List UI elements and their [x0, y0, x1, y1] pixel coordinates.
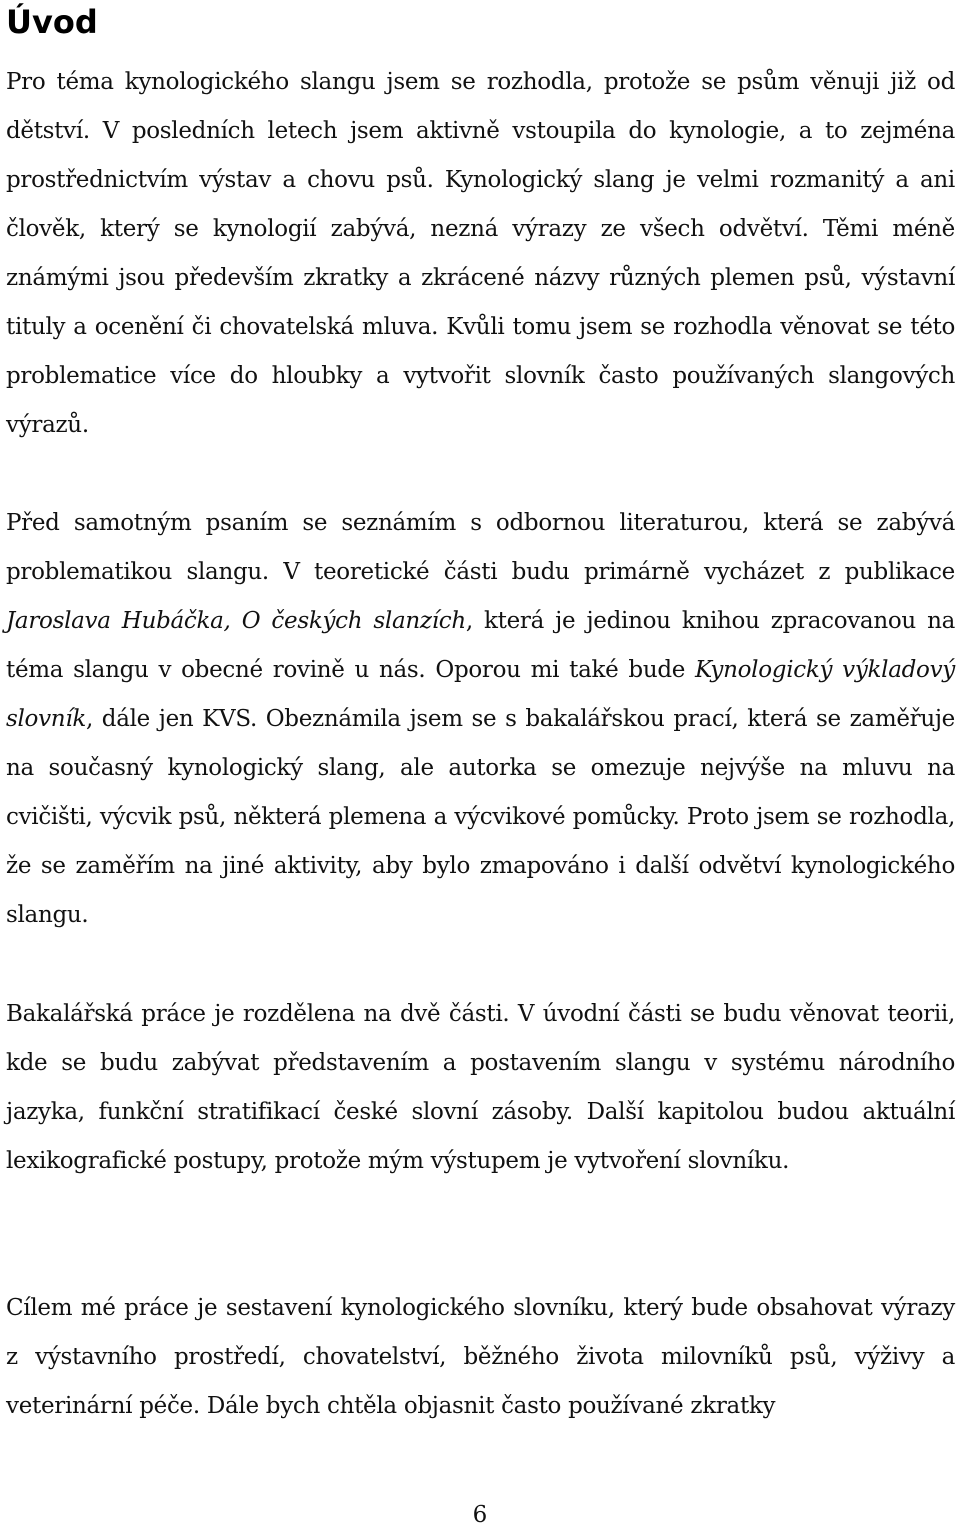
paragraph-4: Cílem mé práce je sestavení kynologického slovníku, který bude obsahovat výrazy z výstavního prostředí, chovatelství, běžného života milovníků psů, výživy a veterinární péče. Dále bych chtěla objasnit často používané zkratky	[6, 1295, 955, 1419]
paragraph-2-text-2: , která je jedinou knihou zpracovanou na téma slangu v obecné rovině u nás. Oporou mi také bude	[6, 608, 955, 683]
citation-hubacek: Jaroslava Hubáčka, O českých slanzích	[6, 608, 466, 634]
citation-kvs: Kynologický výkladový slovník	[6, 657, 955, 732]
paragraph-3: Bakalářská práce je rozdělena na dvě části. V úvodní části se budu věnovat teorii, kde se budu zabývat představením a postavením slangu v systému národního jazyka, funkční stratifikací české slovní zásoby. Další kapitolou budou aktuální lexikografické postupy, protože mým výstupem je vytvoření slovníku.	[6, 1001, 955, 1174]
page-number: 6	[472, 1502, 488, 1528]
section-heading: Úvod	[6, 3, 98, 41]
paragraph-2-text-3: , dále jen KVS. Obeznámila jsem se s bakalářskou prací, která se zaměřuje na současný kynologický slang, ale autorka se omezuje nejvýše na mluvu na cvičišti, výcvik psů, některá plemena a výcvikové pomůcky. Proto jsem se rozhodla, že se zaměřím na jiné aktivity, aby bylo zmapováno i další odvětví kynologického slangu.	[6, 706, 955, 928]
paragraph-1: Pro téma kynologického slangu jsem se rozhodla, protože se psům věnuji již od dětství. V posledních letech jsem aktivně vstoupila do kynologie, a to zejména prostřednictvím výstav a chovu psů. Kynologický slang je velmi rozmanitý a ani člověk, který se kynologií zabývá, nezná výrazy ze všech odvětví. Těmi méně známými jsou především zkratky a zkrácené názvy různých plemen psů, výstavní tituly a ocenění či chovatelská mluva. Kvůli tomu jsem se rozhodla věnovat se této problematice více do hloubky a vytvořit slovník často používaných slangových výrazů.	[6, 69, 955, 438]
paragraph-2	[6, 499, 955, 940]
paragraph-2-text-1: Před samotným psaním se seznámím s odbornou literaturou, která se zabývá problematikou slangu. V teoretické části budu primárně vycházet z publikace	[6, 510, 955, 585]
